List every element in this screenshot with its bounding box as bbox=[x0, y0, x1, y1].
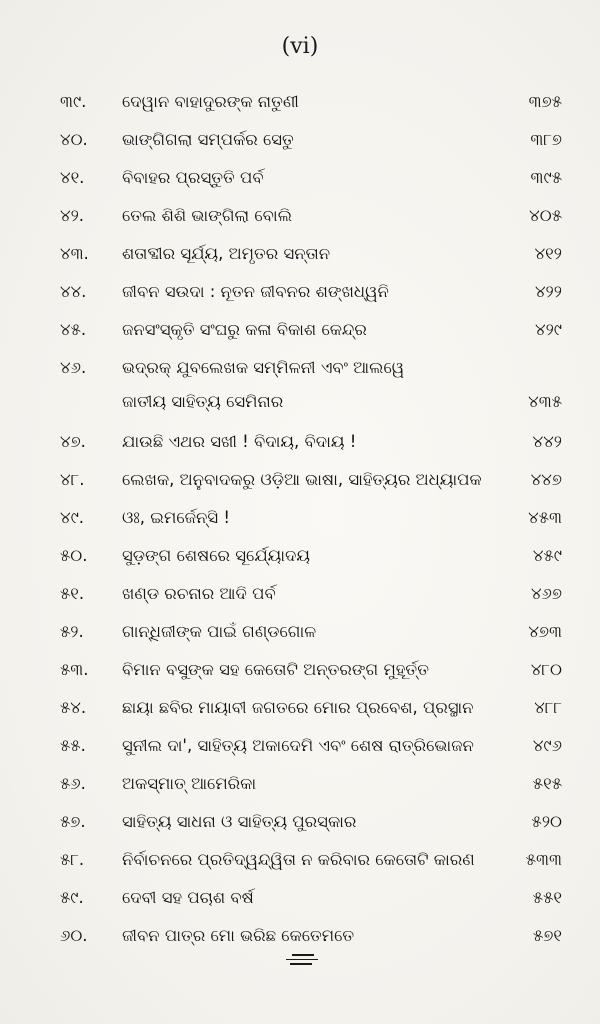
toc-entry bbox=[0, 352, 600, 426]
chapter-page: ୫୨୦ bbox=[531, 812, 562, 831]
toc-entry bbox=[0, 882, 600, 920]
chapter-page: ୪୫୩ bbox=[528, 508, 562, 527]
toc-entry bbox=[0, 314, 600, 352]
chapter-title: ସାହିତ୍ୟ ସାଧନା ଓ ସାହିତ୍ୟ ପୁରସ୍କାର bbox=[122, 812, 357, 831]
chapter-page: ୩୯୫ bbox=[530, 168, 562, 187]
chapter-title: ବିମାନ ବସୁଙ୍କ ସହ କେତୋଟି ଅନ୍ତରଙ୍ଗ ମୁହୂର୍ତ୍ତ bbox=[122, 660, 429, 679]
chapter-number: ୪୦. bbox=[60, 130, 88, 149]
toc-entry bbox=[0, 844, 600, 882]
chapter-title: ଦେବୀ ସହ ପଚାଶ ବର୍ଷ bbox=[122, 888, 254, 907]
chapter-number: ୬୦. bbox=[60, 926, 88, 945]
chapter-page: ୩୭୫ bbox=[528, 92, 562, 111]
chapter-page: ୪୨୨ bbox=[534, 282, 562, 301]
chapter-title: ଛାୟା ଛବିର ମାୟାବୀ ଜଗତରେ ମୋର ପ୍ରବେଶ, ପ୍ରସ୍ଥାନ bbox=[122, 698, 474, 717]
chapter-number: ୩୯. bbox=[60, 92, 87, 111]
toc-entry bbox=[0, 238, 600, 276]
chapter-page: ୪୯୬ bbox=[532, 736, 562, 755]
chapter-title: ଶତାବ୍ଦୀର ସୂର୍ଯ୍ୟ, ଅମୃତର ସନ୍ତାନ bbox=[122, 244, 331, 263]
toc-entry bbox=[0, 502, 600, 540]
chapter-number: ୫୪. bbox=[60, 698, 87, 717]
chapter-title: ସୁଡ଼ଙ୍ଗ ଶେଷରେ ସୂର୍ଯ୍ୟୋଦୟ bbox=[122, 546, 310, 565]
toc-entry bbox=[0, 806, 600, 844]
chapter-title: ଭାଙ୍ଗିଗଲା ସମ୍ପର୍କର ସେତୁ bbox=[122, 130, 294, 149]
chapter-number: ୫୭. bbox=[60, 812, 86, 831]
chapter-number: ୪୫. bbox=[60, 320, 87, 339]
chapter-number: ୫୨. bbox=[60, 622, 84, 641]
chapter-page: ୫୫୧ bbox=[532, 888, 562, 907]
toc-entry bbox=[0, 86, 600, 124]
end-ornament bbox=[286, 954, 318, 968]
chapter-title: ଓଃ, ଇମର୍ଜେନ୍ସି ! bbox=[122, 508, 231, 527]
chapter-page: ୪୫୯ bbox=[532, 546, 562, 565]
chapter-title: ଜନସଂସ୍କୃତି ସଂଘରୁ କଳା ବିକାଶ କେନ୍ଦ୍ର bbox=[122, 320, 367, 339]
toc-entry bbox=[0, 616, 600, 654]
chapter-number: ୪୬. bbox=[60, 358, 87, 377]
chapter-page: ୪୨୯ bbox=[535, 320, 562, 339]
toc-entry bbox=[0, 578, 600, 616]
chapter-title: ଯାଉଛି ଏଥର ସଖୀ ! ବିଦାୟ, ବିଦାୟ ! bbox=[122, 432, 357, 451]
chapter-number: ୫୦. bbox=[60, 546, 88, 565]
toc-entry bbox=[0, 692, 600, 730]
chapter-title: ବିବାହର ପ୍ରସ୍ତୁତି ପର୍ବ bbox=[122, 168, 264, 187]
chapter-number: ୫୧. bbox=[60, 584, 85, 603]
chapter-title: ଅକସ୍ମାତ୍ ଆମେରିକା bbox=[122, 774, 257, 793]
chapter-number: ୫୬. bbox=[60, 774, 86, 793]
toc-entry bbox=[0, 768, 600, 806]
toc-entry bbox=[0, 200, 600, 238]
chapter-title: ଜୀବନ ପାତ୍ର ମୋ ଭରିଛ କେତେମତେ bbox=[122, 926, 355, 945]
table-of-contents bbox=[0, 86, 600, 958]
chapter-title: ଲେଖକ, ଅନୁବାଦକରୁ ଓଡ଼ିଆ ଭାଷା, ସାହିତ୍ୟର ଅଧ୍ୟାପକ bbox=[122, 470, 482, 489]
chapter-page: ୪୦୫ bbox=[529, 206, 562, 225]
page-number: (vi) bbox=[281, 34, 319, 59]
toc-entry bbox=[0, 276, 600, 314]
chapter-title: ଖଣ୍ଡ ରଚନାର ଆଦି ପର୍ବ bbox=[122, 584, 276, 603]
chapter-page: ୪୭୩ bbox=[528, 622, 562, 641]
chapter-number: ୫୫. bbox=[60, 736, 86, 755]
chapter-title-line2: ଜାତୀୟ ସାହିତ୍ୟ ସେମିନାର bbox=[122, 392, 284, 411]
chapter-title: ଦେୱାନ ବାହାଦୁରଙ୍କ ନାତୁଣୀ bbox=[122, 92, 299, 111]
chapter-page: ୪୮୦ bbox=[530, 660, 562, 679]
chapter-number: ୪୯. bbox=[60, 508, 85, 527]
chapter-page: ୪୩୫ bbox=[528, 392, 562, 411]
toc-entry bbox=[0, 162, 600, 200]
chapter-number: ୪୪. bbox=[60, 282, 87, 301]
chapter-title: ଜୀବନ ସଉଦା : ନୂତନ ଜୀବନର ଶଙ୍ଖଧ୍ୱନି bbox=[122, 282, 389, 301]
chapter-number: ୫୩. bbox=[60, 660, 89, 679]
chapter-title: ଭଦ୍ରକ୍ ଯୁବଲେଖକ ସମ୍ମିଳନୀ ଏବଂ ଆଲୱେ bbox=[122, 358, 405, 377]
chapter-page: ୪୪୭ bbox=[530, 470, 562, 489]
chapter-title: ସୁନୀଲ ଦା', ସାହିତ୍ୟ ଅକାଦେମି ଏବଂ ଶେଷ ରାତ୍ରିଭୋଜନ bbox=[122, 736, 474, 755]
toc-entry bbox=[0, 540, 600, 578]
chapter-number: ୪୧. bbox=[60, 168, 85, 187]
chapter-number: ୫୮. bbox=[60, 850, 85, 869]
chapter-number: ୪୩. bbox=[60, 244, 89, 263]
chapter-title: ଗାନ୍ଧିଜୀଙ୍କ ପାଇଁ ଗଣ୍ଡଗୋଳ bbox=[122, 622, 317, 641]
toc-entry bbox=[0, 654, 600, 692]
toc-entry bbox=[0, 730, 600, 768]
chapter-page: ୫୧୫ bbox=[532, 774, 562, 793]
chapter-number: ୪୨. bbox=[60, 206, 85, 225]
chapter-number: ୪୮. bbox=[60, 470, 85, 489]
chapter-page: ୪୪୨ bbox=[532, 432, 562, 451]
chapter-page: ୪୬୭ bbox=[530, 584, 562, 603]
chapter-number: ୪୭. bbox=[60, 432, 86, 451]
chapter-page: ୪୮୮ bbox=[534, 698, 562, 717]
chapter-page: ୫୭୧ bbox=[533, 926, 562, 945]
chapter-title: ତେଲ ଶିଶି ଭାଙ୍ଗିଲା ବୋଲି bbox=[122, 206, 293, 225]
toc-entry bbox=[0, 464, 600, 502]
toc-entry bbox=[0, 124, 600, 162]
chapter-page: ୫୩୩ bbox=[525, 850, 562, 869]
toc-entry bbox=[0, 920, 600, 958]
toc-entry bbox=[0, 426, 600, 464]
chapter-title: ନିର୍ବାଚନରେ ପ୍ରତିଦ୍ୱନ୍ଦ୍ୱିତା ନ କରିବାର କେତୋଟି କାରଣ bbox=[122, 850, 475, 869]
chapter-page: ୩୮୭ bbox=[530, 130, 562, 149]
chapter-page: ୪୧୨ bbox=[534, 244, 562, 263]
chapter-number: ୫୯. bbox=[60, 888, 84, 907]
